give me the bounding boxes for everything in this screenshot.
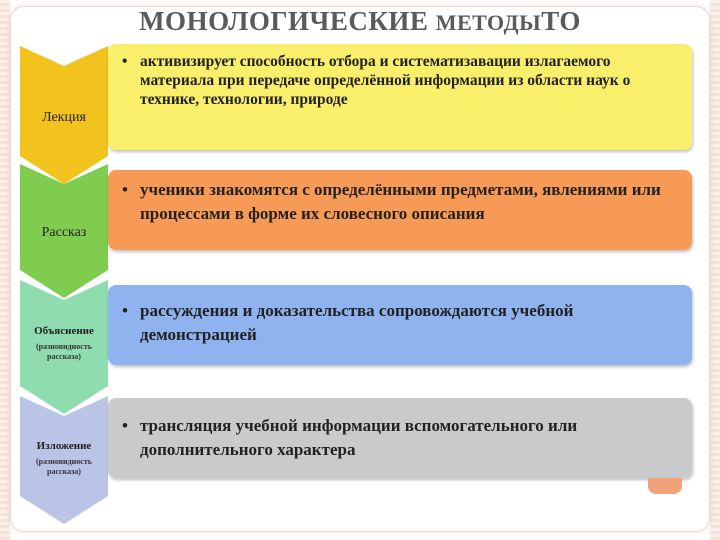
chevron-label-lecture: Лекция	[42, 110, 86, 125]
method-box-story	[108, 170, 692, 250]
right-decor-strip	[710, 0, 720, 540]
bullet-icon: •	[122, 180, 128, 199]
method-text-explanation: рассуждения и доказательства сопровождаются учебной демонстрацией	[140, 301, 574, 344]
method-text-exposition: трансляция учебной информации вспомогательного или дополнительного характера	[140, 416, 578, 459]
bullet-icon: •	[122, 53, 128, 70]
chevron-label-exposition: Изложение	[36, 440, 92, 452]
method-box-lecture	[108, 44, 692, 150]
method-text-lecture: активизирует способность отбора и систематизавации излагаемого материала при передаче определённой информации из области наук о технике, технологии, природе	[140, 53, 631, 108]
chevron-sublabel-exposition: (разновидность рассказа)	[35, 457, 93, 476]
bullet-icon: •	[122, 301, 128, 320]
corner-decor-shape	[648, 478, 682, 494]
chevron-label-story: Рассказ	[41, 225, 87, 240]
left-decor-strip	[0, 0, 10, 540]
method-box-exposition	[108, 398, 692, 478]
slide-title	[0, 6, 720, 37]
method-box-explanation	[108, 285, 692, 365]
chevron-label-explanation: Объяснение	[34, 325, 94, 337]
title-tail: ТО	[541, 6, 581, 36]
chevron-sublabel-explanation: (разновидность рассказа)	[35, 342, 93, 361]
bullet-icon: •	[122, 416, 128, 435]
title-small: МЕТОДЫ	[435, 10, 542, 35]
title-big: МОНОЛОГИЧЕСКИЕ	[139, 6, 436, 36]
method-text-story: ученики знакомятся с определёнными предметами, явлениями или процессами в форме их словесного описания	[140, 180, 661, 223]
